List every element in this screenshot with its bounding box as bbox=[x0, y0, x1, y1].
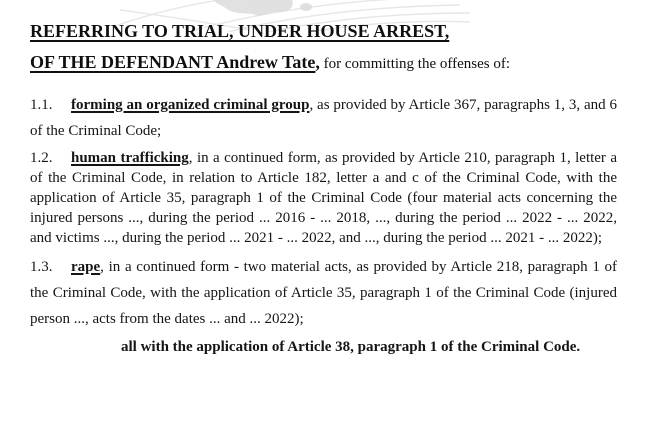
offense-name: human trafficking bbox=[71, 150, 189, 166]
item-number: 1.1. bbox=[30, 97, 53, 113]
heading-defendant-text: OF THE DEFENDANT Andrew Tate bbox=[30, 52, 316, 72]
offense-item-1-1 bbox=[30, 92, 617, 144]
heading-line2 bbox=[30, 52, 510, 72]
item-body-text: , in a continued form, as provided by Article 210, paragraph 1, letter a of the Criminal Code, in relation to Article 182, letter a and c of the Criminal Code, with the application of Article 35, paragraph 1 of the Criminal Code (four material acts concerning the injured persons ..., during the period ... 2016 - ... 2018, ..., during the period ... 2022 - ... 2022, and victims ..., during the period ... 2021 - ... 2022, and ..., during the period ... 2021 - ... 2022); bbox=[30, 150, 618, 246]
offense-name: forming an organized criminal group bbox=[71, 97, 310, 113]
offense-item-1-2 bbox=[30, 148, 617, 248]
closing-paragraph bbox=[74, 334, 617, 360]
item-number: 1.2. bbox=[30, 150, 53, 166]
closing-text: all with the application of Article 38, paragraph 1 of the Criminal Code. bbox=[121, 339, 581, 355]
heading-line1-text: REFERRING TO TRIAL, UNDER HOUSE ARREST, bbox=[30, 21, 450, 41]
item-body-text: , in a continued form - two material acts, as provided by Article 218, paragraph 1 of the Criminal Code, with the application of Article 35, paragraph 1 of the Criminal Code (injured person ..., acts from the dates ... and ... 2022); bbox=[30, 259, 617, 327]
heading-line1 bbox=[30, 21, 449, 41]
offense-name: rape bbox=[71, 259, 101, 275]
item-number: 1.3. bbox=[30, 259, 53, 275]
item-body-text: , as provided by Article 367, paragraphs 1, 3, and 6 of the Criminal Code; bbox=[30, 97, 617, 139]
court-document-body bbox=[30, 16, 617, 360]
document-heading bbox=[30, 16, 617, 80]
heading-offenses-intro: for committing the offenses of: bbox=[319, 56, 510, 72]
offense-item-1-3 bbox=[30, 254, 617, 332]
heading-comma: , bbox=[315, 52, 320, 72]
